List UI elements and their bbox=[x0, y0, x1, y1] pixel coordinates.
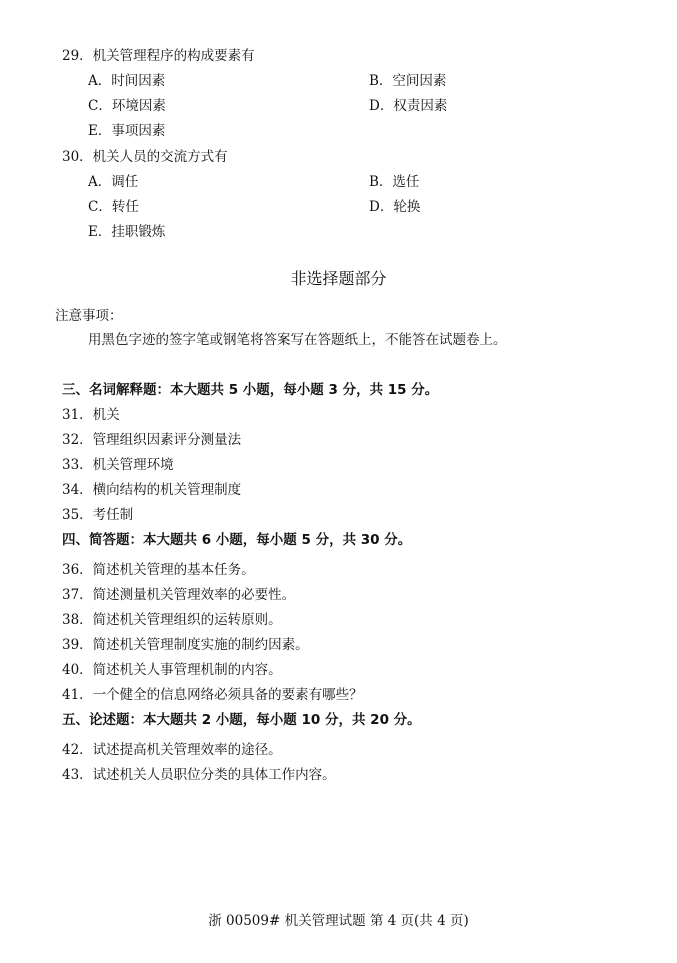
question-38: 38．简述机关管理组织的运转原则。 bbox=[62, 612, 282, 628]
question-29-option-a: A．时间因素 bbox=[88, 73, 166, 89]
question-29-option-d: D．权责因素 bbox=[369, 98, 448, 114]
question-30-option-c: C．转任 bbox=[88, 199, 139, 215]
question-33: 33．机关管理环境 bbox=[62, 457, 174, 473]
notice-label: 注意事项： bbox=[55, 308, 123, 324]
question-29-option-c: C．环境因素 bbox=[88, 98, 166, 114]
question-34: 34．横向结构的机关管理制度 bbox=[62, 482, 242, 498]
question-41: 41．一个健全的信息网络必须具备的要素有哪些？ bbox=[62, 687, 363, 703]
page-footer: 浙 00509# 机关管理试题 第 4 页(共 4 页) bbox=[208, 913, 469, 929]
question-30-option-d: D．轮换 bbox=[369, 199, 421, 215]
question-43: 43．试述机关人员职位分类的具体工作内容。 bbox=[62, 767, 336, 783]
question-30-option-a: A．调任 bbox=[88, 174, 139, 190]
question-39: 39．简述机关管理制度实施的制约因素。 bbox=[62, 637, 309, 653]
question-29-option-e: E．事项因素 bbox=[88, 123, 166, 139]
question-30-option-e: E．挂职锻炼 bbox=[88, 224, 166, 240]
question-36: 36．简述机关管理的基本任务。 bbox=[62, 562, 255, 578]
section-4-title: 四、简答题：本大题共 6 小题，每小题 5 分，共 30 分。 bbox=[62, 532, 412, 548]
notice-text: 用黑色字迹的签字笔或钢笔将答案写在答题纸上，不能答在试题卷上。 bbox=[88, 332, 507, 348]
question-30-option-b: B．选任 bbox=[369, 174, 420, 190]
question-37: 37．简述测量机关管理效率的必要性。 bbox=[62, 587, 296, 603]
question-32: 32．管理组织因素评分测量法 bbox=[62, 432, 242, 448]
question-29-stem: 29．机关管理程序的构成要素有 bbox=[62, 48, 255, 64]
non-choice-section-title: 非选择题部分 bbox=[290, 269, 387, 288]
section-3-title: 三、名词解释题：本大题共 5 小题，每小题 3 分，共 15 分。 bbox=[62, 382, 439, 398]
question-42: 42．试述提高机关管理效率的途径。 bbox=[62, 742, 282, 758]
section-5-title: 五、论述题：本大题共 2 小题，每小题 10 分，共 20 分。 bbox=[62, 712, 421, 728]
question-29-option-b: B．空间因素 bbox=[369, 73, 447, 89]
question-31: 31．机关 bbox=[62, 407, 120, 423]
question-40: 40．简述机关人事管理机制的内容。 bbox=[62, 662, 282, 678]
question-35: 35．考任制 bbox=[62, 507, 134, 523]
question-30-stem: 30．机关人员的交流方式有 bbox=[62, 149, 228, 165]
